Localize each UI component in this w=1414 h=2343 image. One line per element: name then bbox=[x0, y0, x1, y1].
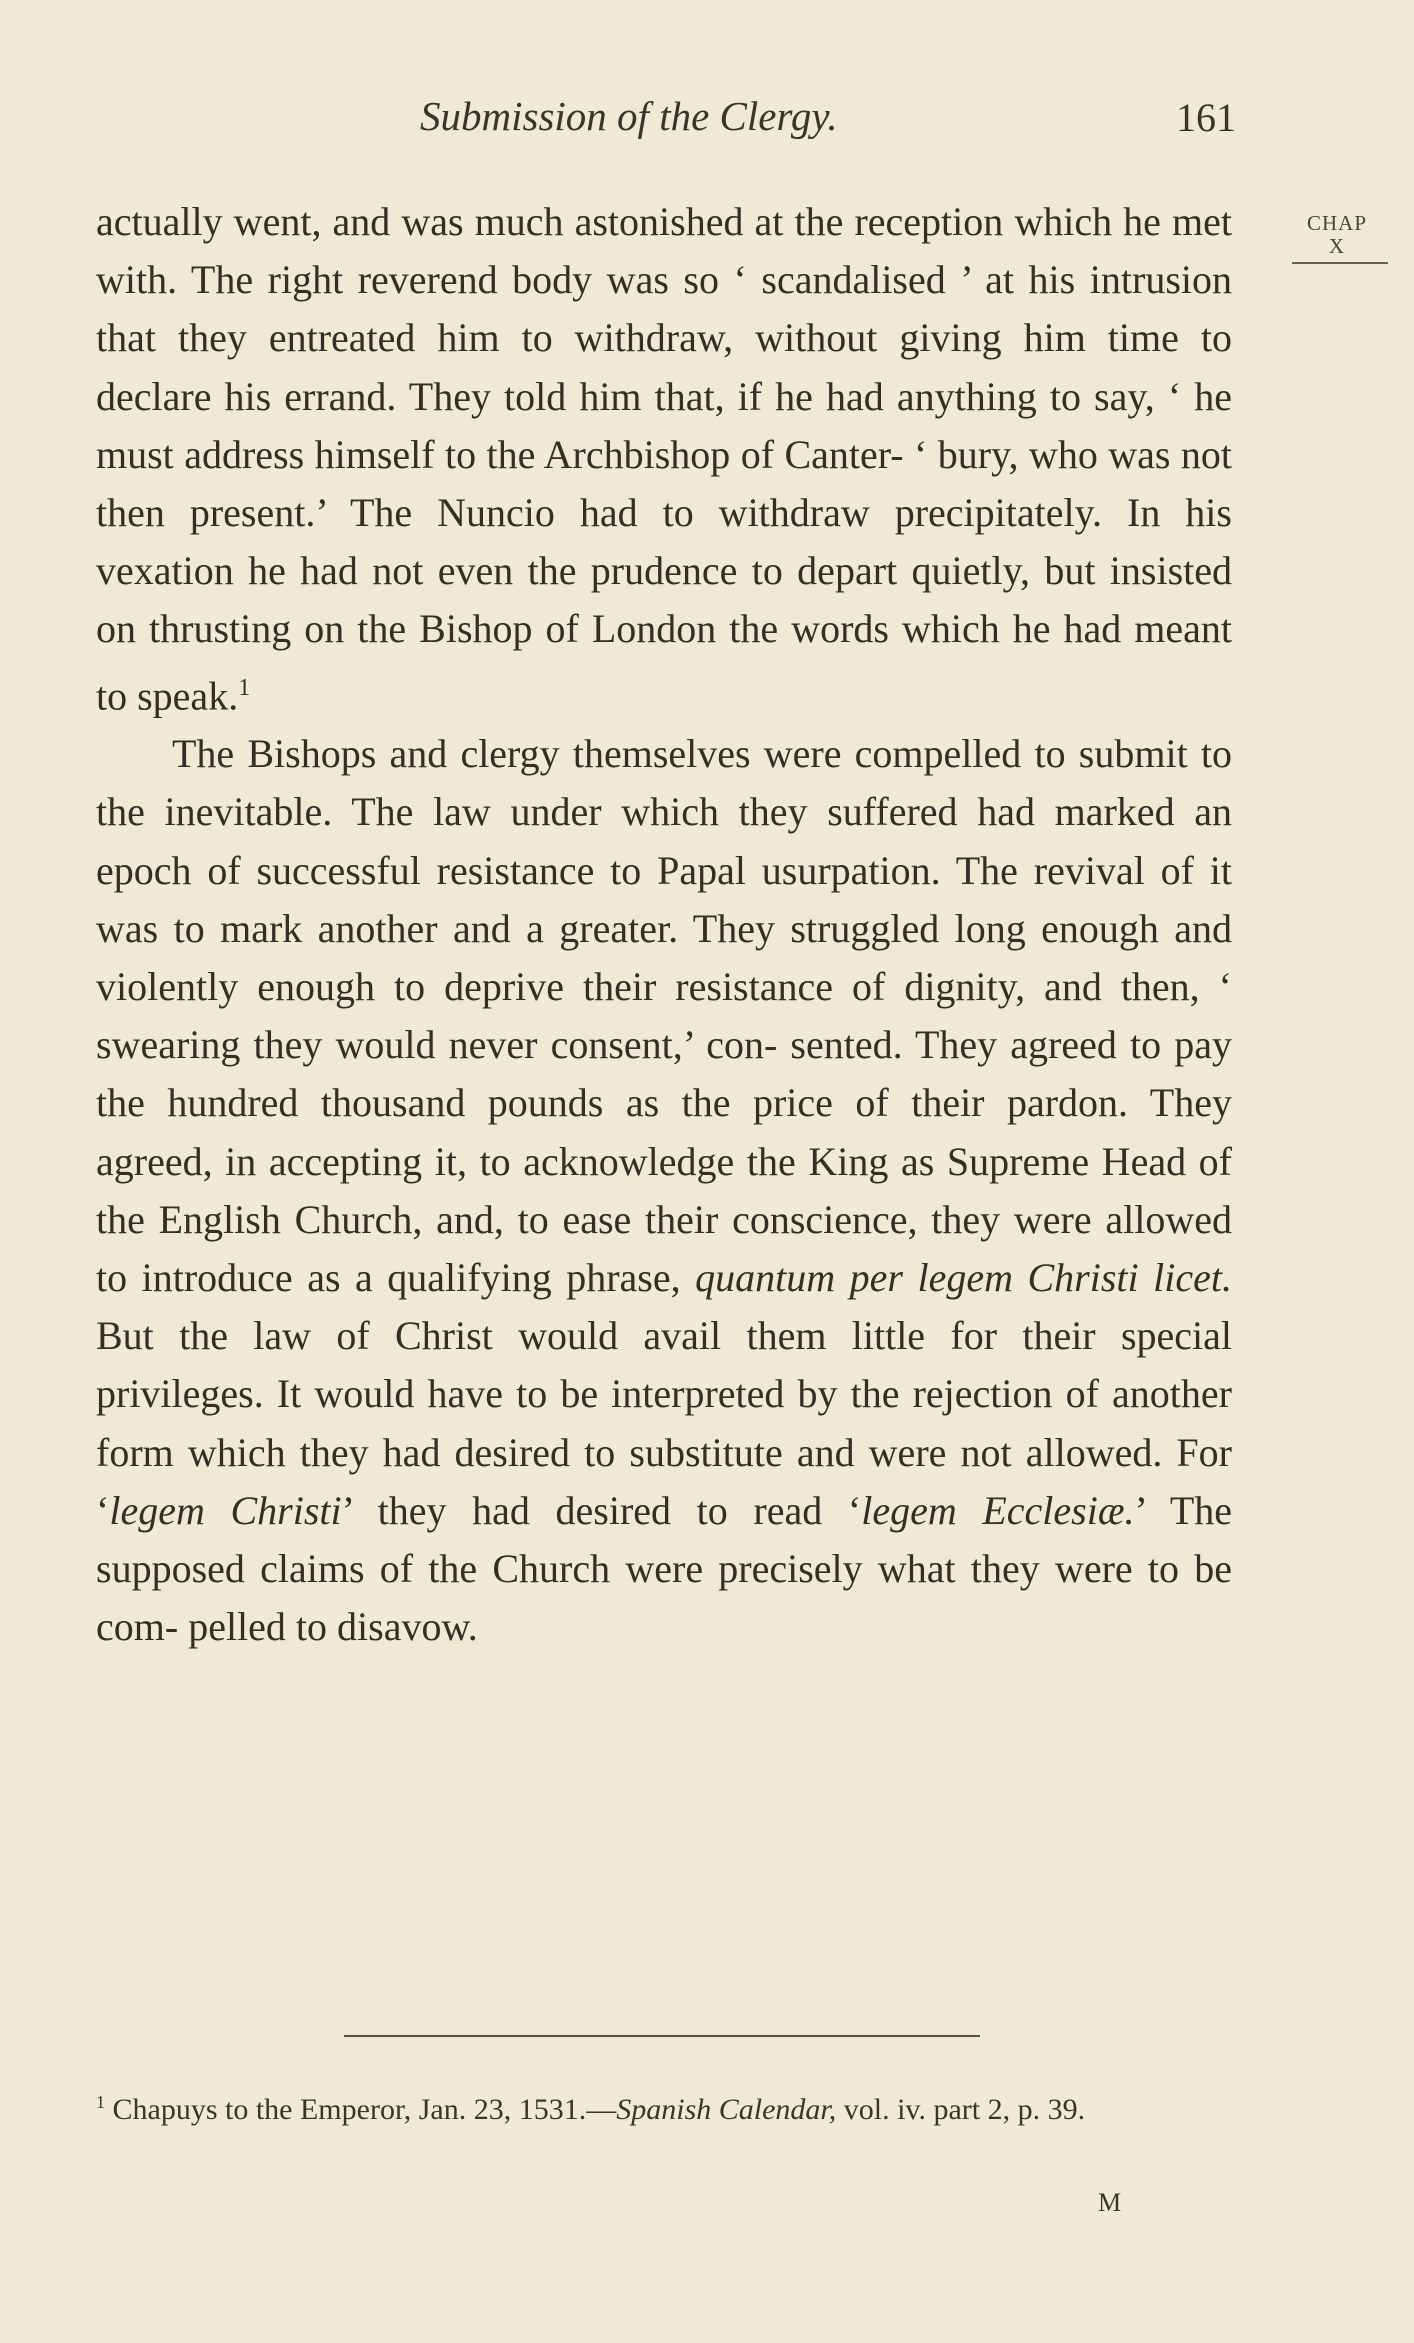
signature-mark: M bbox=[1098, 2188, 1122, 2217]
paragraph-2-text-d: ’ The supposed claims of the Church were precisely what they were to be com- pelled to disavow. bbox=[96, 1487, 1233, 1650]
page-number: 161 bbox=[1176, 95, 1236, 140]
paragraph-2-text-a: The Bishops and clergy themselves were compelled to submit to the inevitable. The law under which they suffered had marked an epoch of successful resistance to Papal usurpation. The revival of it was to mark another and a greater. They struggled long enough and violently enough to deprive their resistance of dignity, and then, ‘ swearing they would never consent,’ con- sented. They agreed to pay the hundred thousand pounds as the price of their pardon. They agreed, in accepting it, to acknowledge the King as Supreme Head of the English Church, and, to ease their conscience, they were allowed to introduce as a qualifying phrase, bbox=[96, 731, 1232, 1300]
paragraph-2-text-c: ’ they had desired to read ‘ bbox=[341, 1487, 862, 1533]
footnote-text-a: Chapuys to the Emperor, Jan. 23, 1531.— bbox=[105, 2093, 617, 2126]
running-title: Submission of the Clergy. bbox=[420, 93, 838, 139]
footnote-divider bbox=[344, 2035, 980, 2037]
chapter-marginal-note bbox=[1292, 212, 1382, 264]
latin-phrase-legem-ecclesiae: legem Ecclesiæ. bbox=[861, 1487, 1135, 1533]
footnote-source-title: Spanish Calendar, bbox=[616, 2093, 837, 2126]
paragraph-1 bbox=[96, 193, 1232, 725]
footnote-text-b: vol. iv. part 2, p. 39. bbox=[836, 2093, 1086, 2126]
paragraph-2-text-b: But the law of Christ would avail them little for their special privileges. It would have to be interpreted by the rejection of another form which they had desired to substitute and were not allowed. For ‘ bbox=[96, 1313, 1232, 1533]
paragraph-1-text: actually went, and was much astonished at the reception which he met with. The right reverend body was so ‘ scandalised ’ at his intrusion that they entreated him to withdraw, without giving him time to declare his errand. They told him that, if he had anything to say, ‘ he must address himself to the Archbishop of Canter- ‘ bury, who was not then present.’ The Nuncio had to withdraw precipitately. In his vexation he had not even the prudence to depart quietly, but insisted on thrusting on the Bishop of London the words which he had meant to speak. bbox=[96, 199, 1232, 718]
chapter-number: X bbox=[1328, 234, 1346, 259]
latin-phrase-quantum: quantum per legem Christi licet. bbox=[695, 1254, 1232, 1300]
chapter-label: CHAP bbox=[1306, 211, 1368, 235]
footnote bbox=[96, 2079, 1232, 2133]
latin-phrase-legem-christi: legem Christi bbox=[109, 1487, 342, 1533]
chapter-rule bbox=[1292, 262, 1388, 264]
body-text bbox=[96, 193, 1232, 1656]
footnote-reference: 1 bbox=[238, 674, 251, 701]
paragraph-2 bbox=[96, 725, 1232, 1656]
footnote-marker: 1 bbox=[96, 2092, 105, 2112]
